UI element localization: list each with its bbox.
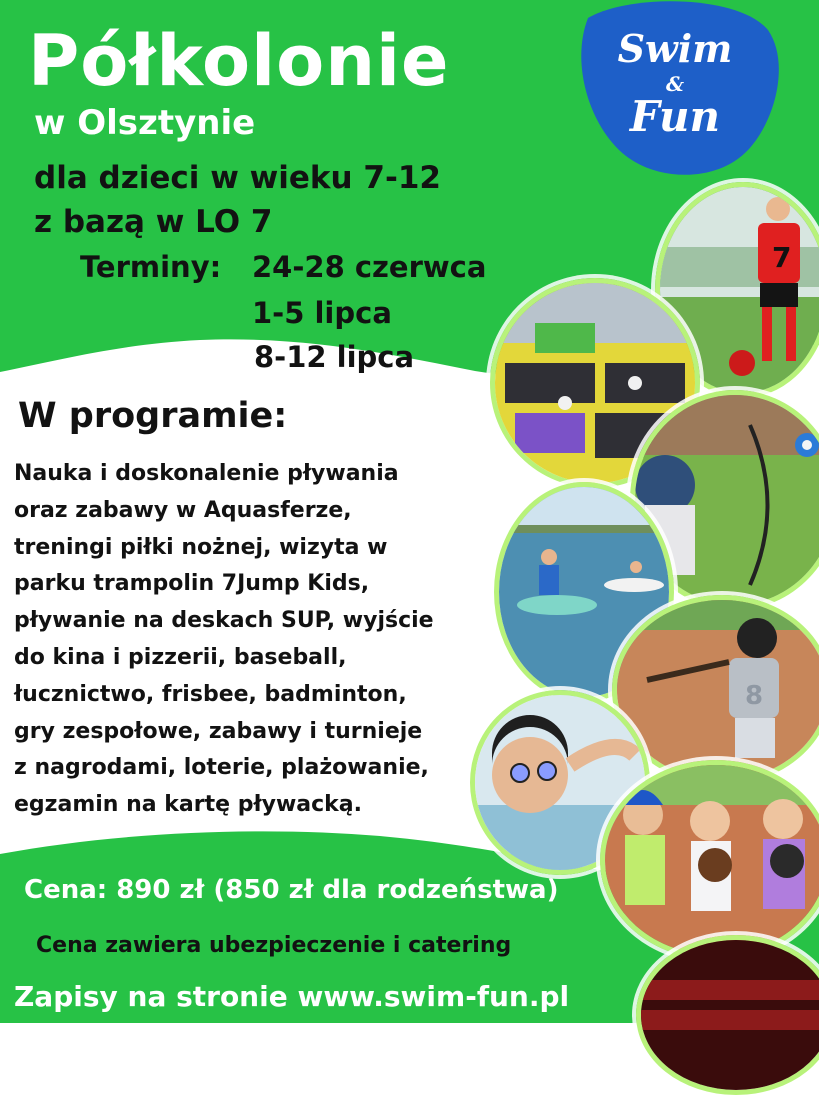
term-date-3: 8-12 lipca (254, 340, 415, 374)
program-line: oraz zabawy w Aquasferze, (14, 497, 352, 523)
swim-and-fun-logo (568, 0, 782, 180)
logo-fun-text: Fun (629, 92, 721, 141)
cinema-photo (636, 935, 819, 1095)
program-line: gry zespołowe, zabawy i turnieje (14, 718, 423, 744)
program-line: do kina i pizzerii, baseball, (14, 644, 347, 670)
program-line: egzamin na kartę pływacką. (14, 792, 362, 818)
terms-label: Terminy: (80, 250, 222, 284)
program-line: z nagrodami, loterie, plażowanie, (14, 755, 429, 781)
program-line: treningi piłki nożnej, wizyta w (14, 534, 388, 560)
term-date-2: 1-5 lipca (252, 296, 392, 330)
jersey-number: 7 (772, 241, 792, 274)
term-date-1: 24-28 czerwca (252, 250, 487, 284)
baseball-jersey-number: 8 (745, 681, 764, 711)
program-line: parku trampolin 7Jump Kids, (14, 571, 370, 597)
program-line: pływanie na deskach SUP, wyjście (14, 608, 434, 634)
price-text: Cena: 890 zł (850 zł dla rodzeństwa) (24, 875, 559, 905)
program-heading: W programie: (18, 396, 288, 436)
logo-swim-text: Swim (617, 26, 733, 71)
city-subtitle: w Olsztynie (34, 103, 256, 143)
signup-website-text: Zapisy na stronie www.swim-fun.pl (14, 980, 570, 1013)
program-line: Nauka i doskonalenie pływania (14, 461, 399, 486)
logo-ampersand: & (665, 72, 685, 96)
base-location-text: z bazą w LO 7 (34, 204, 273, 240)
program-line: łucznictwo, frisbee, badminton, (14, 681, 407, 707)
age-range-text: dla dzieci w wieku 7-12 (34, 160, 441, 196)
program-description (14, 456, 484, 824)
kids-baseball-gloves-photo (600, 760, 819, 960)
price-includes-text: Cena zawiera ubezpieczenie i catering (36, 933, 512, 958)
page-title: Półkolonie (28, 20, 450, 102)
